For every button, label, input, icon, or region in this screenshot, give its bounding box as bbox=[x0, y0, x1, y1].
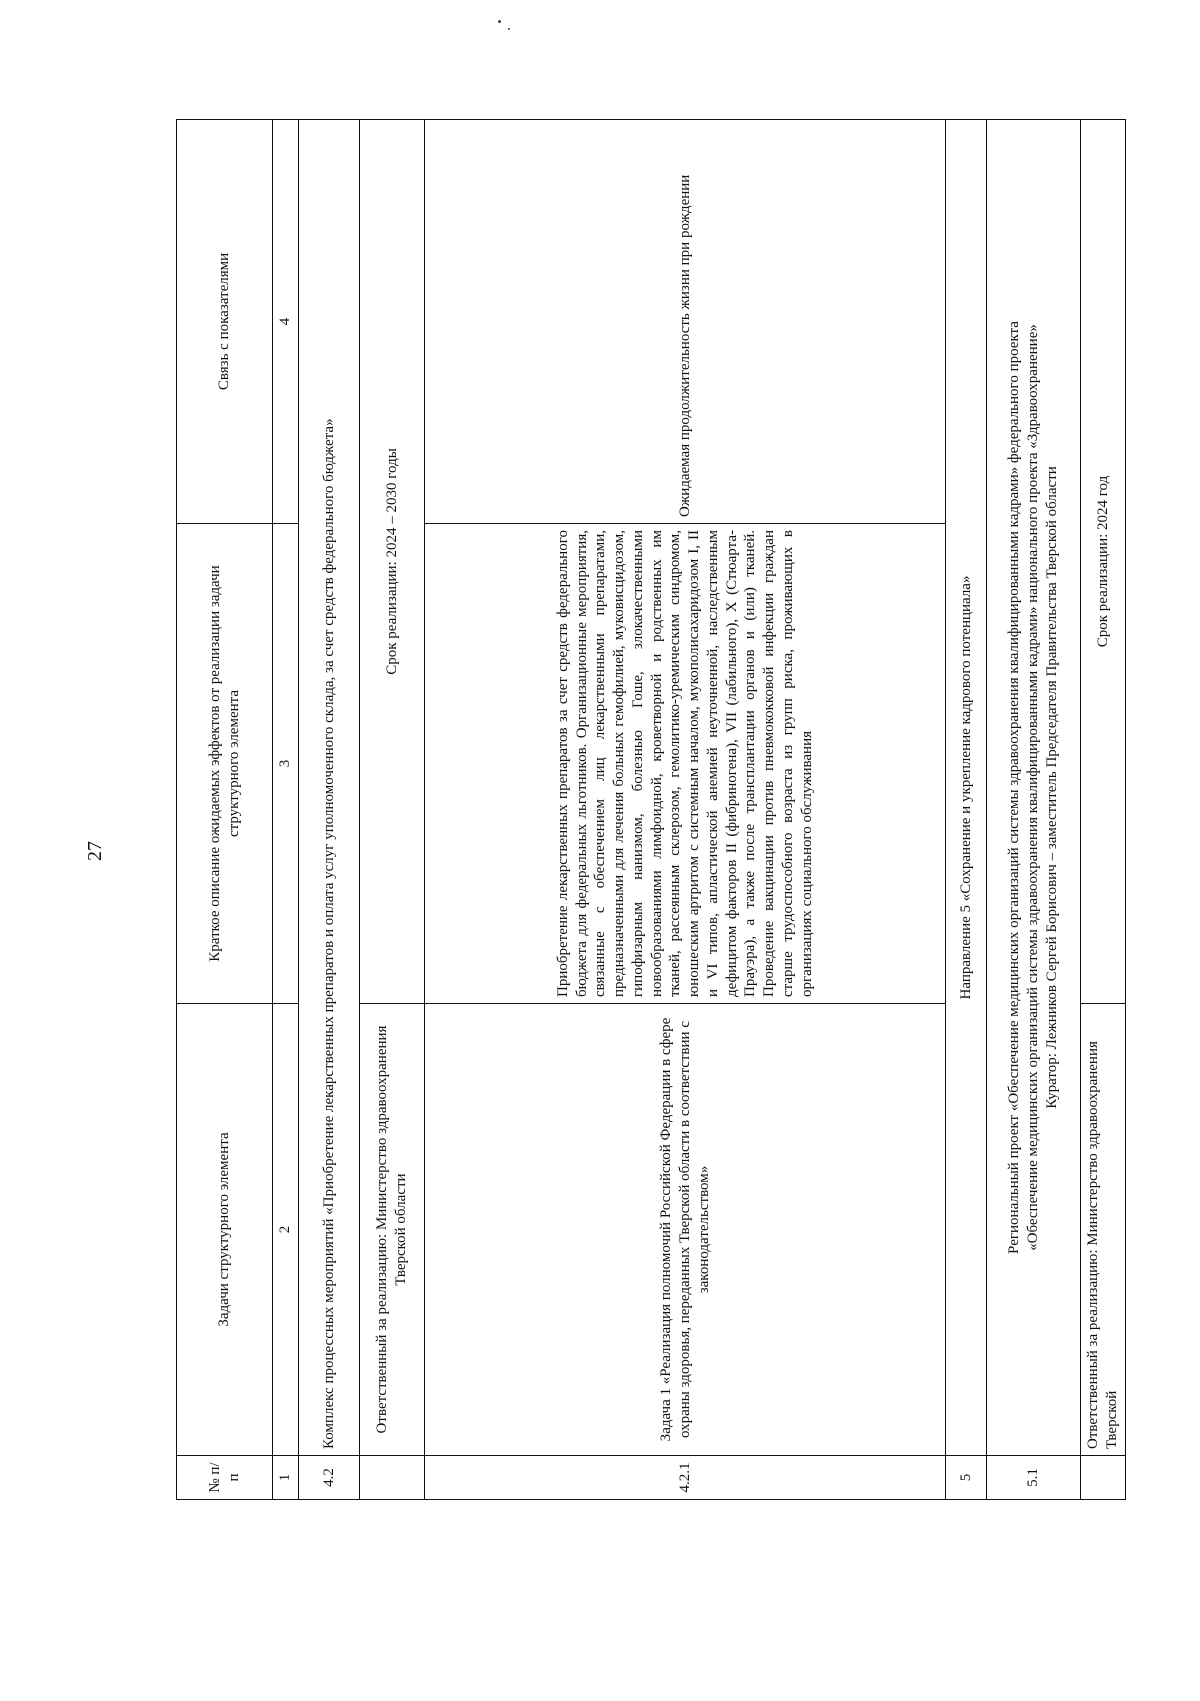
column-number: 4 bbox=[273, 120, 299, 524]
header-indicators: Связь с показателями bbox=[177, 120, 273, 524]
column-number: 2 bbox=[273, 1004, 299, 1456]
column-number: 3 bbox=[273, 524, 299, 1004]
table-row bbox=[424, 120, 945, 1500]
column-number: 1 bbox=[273, 1456, 299, 1500]
rotated-table-wrapper bbox=[176, 120, 1126, 1500]
task-cell: Задача 1 «Реализация полномочий Российской Федерации в сфере охраны здоровья, переданных Тверской области в соответствии с законодательством» bbox=[424, 1004, 945, 1456]
process-complex-title: Комплекс процессных мероприятий «Приобретение лекарственных препаратов и оплата услуг уполномоченного склада, за счет средств федерального бюджета» bbox=[299, 120, 360, 1456]
curator-line: Куратор: Лежников Сергей Борисович – заместитель Председателя Правительства Тверской области bbox=[1043, 466, 1060, 1109]
measures-table bbox=[176, 119, 1126, 1500]
page-number: 27 bbox=[84, 841, 106, 861]
row-number: 5 bbox=[946, 1456, 986, 1500]
empty-cell bbox=[1080, 1456, 1125, 1500]
period-cell: Срок реализации: 2024 год bbox=[1080, 120, 1125, 1004]
table-header-row bbox=[177, 120, 273, 1500]
column-number-row bbox=[273, 120, 299, 1500]
row-number: 5.1 bbox=[986, 1456, 1080, 1500]
row-number: 4.2 bbox=[299, 1456, 360, 1500]
header-effects: Краткое описание ожидаемых эффектов от реализации задачи структурного элемента bbox=[177, 524, 273, 1004]
row-number: 4.2.1 bbox=[424, 1456, 945, 1500]
indicator-cell: Ожидаемая продолжительность жизни при рождении bbox=[424, 120, 945, 524]
scan-speck bbox=[498, 20, 501, 23]
direction-title: Направление 5 «Сохранение и укрепление кадрового потенциала» bbox=[946, 120, 986, 1456]
regional-project-line: «Обеспечение медицинских организаций системы здравоохранения квалифицированными кадрами» национального проекта «Здравоохранение» bbox=[1024, 324, 1041, 1251]
period-cell: Срок реализации: 2024 – 2030 годы bbox=[360, 120, 425, 1004]
regional-project-cell bbox=[986, 120, 1080, 1456]
header-number: № п/п bbox=[177, 1456, 273, 1500]
table-row bbox=[946, 120, 986, 1500]
empty-cell bbox=[360, 1456, 425, 1500]
responsible-cell: Ответственный за реализацию: Министерство здравоохранения Тверской области bbox=[360, 1004, 425, 1456]
table-row bbox=[299, 120, 360, 1500]
responsible-cell: Ответственный за реализацию: Министерство здравоохранения Тверской bbox=[1080, 1004, 1125, 1456]
header-tasks: Задачи структурного элемента bbox=[177, 1004, 273, 1456]
scan-speck bbox=[508, 28, 510, 30]
regional-project-line: Региональный проект «Обеспечение медицинских организаций системы здравоохранения квалифицированными кадрами» федерального проекта bbox=[1006, 321, 1023, 1254]
table-row bbox=[986, 120, 1080, 1500]
table-row bbox=[360, 120, 425, 1500]
description-cell: Приобретение лекарственных препаратов за счет средств федерального бюджета для федеральных льготников. Организационные мероприятия, связанные с обеспечением лиц лекарственными препаратами, предназначенными для лечения больных гемофилией, муковисцидозом, гипофизарным нанизмом, болезнью Гоше, злокачественными новообразованиями лимфоидной, кроветворной и родственных им тканей, рассеянным склерозом, гемолитико-уремическим синдромом, юношеским артритом с системным началом, мукополисахаридозом I, II и VI типов, апластической анемией неуточненной, наследственным дефицитом факторов II (фибриногена), VII (лабильного), X (Стюарта-Прауэра), а также после трансплантации органов и (или) тканей. Проведение вакцинации против пневмококковой инфекции граждан старше трудоспособного возраста из групп риска, проживающих в организациях социального обслуживания bbox=[424, 524, 945, 1004]
table-row bbox=[1080, 120, 1125, 1500]
